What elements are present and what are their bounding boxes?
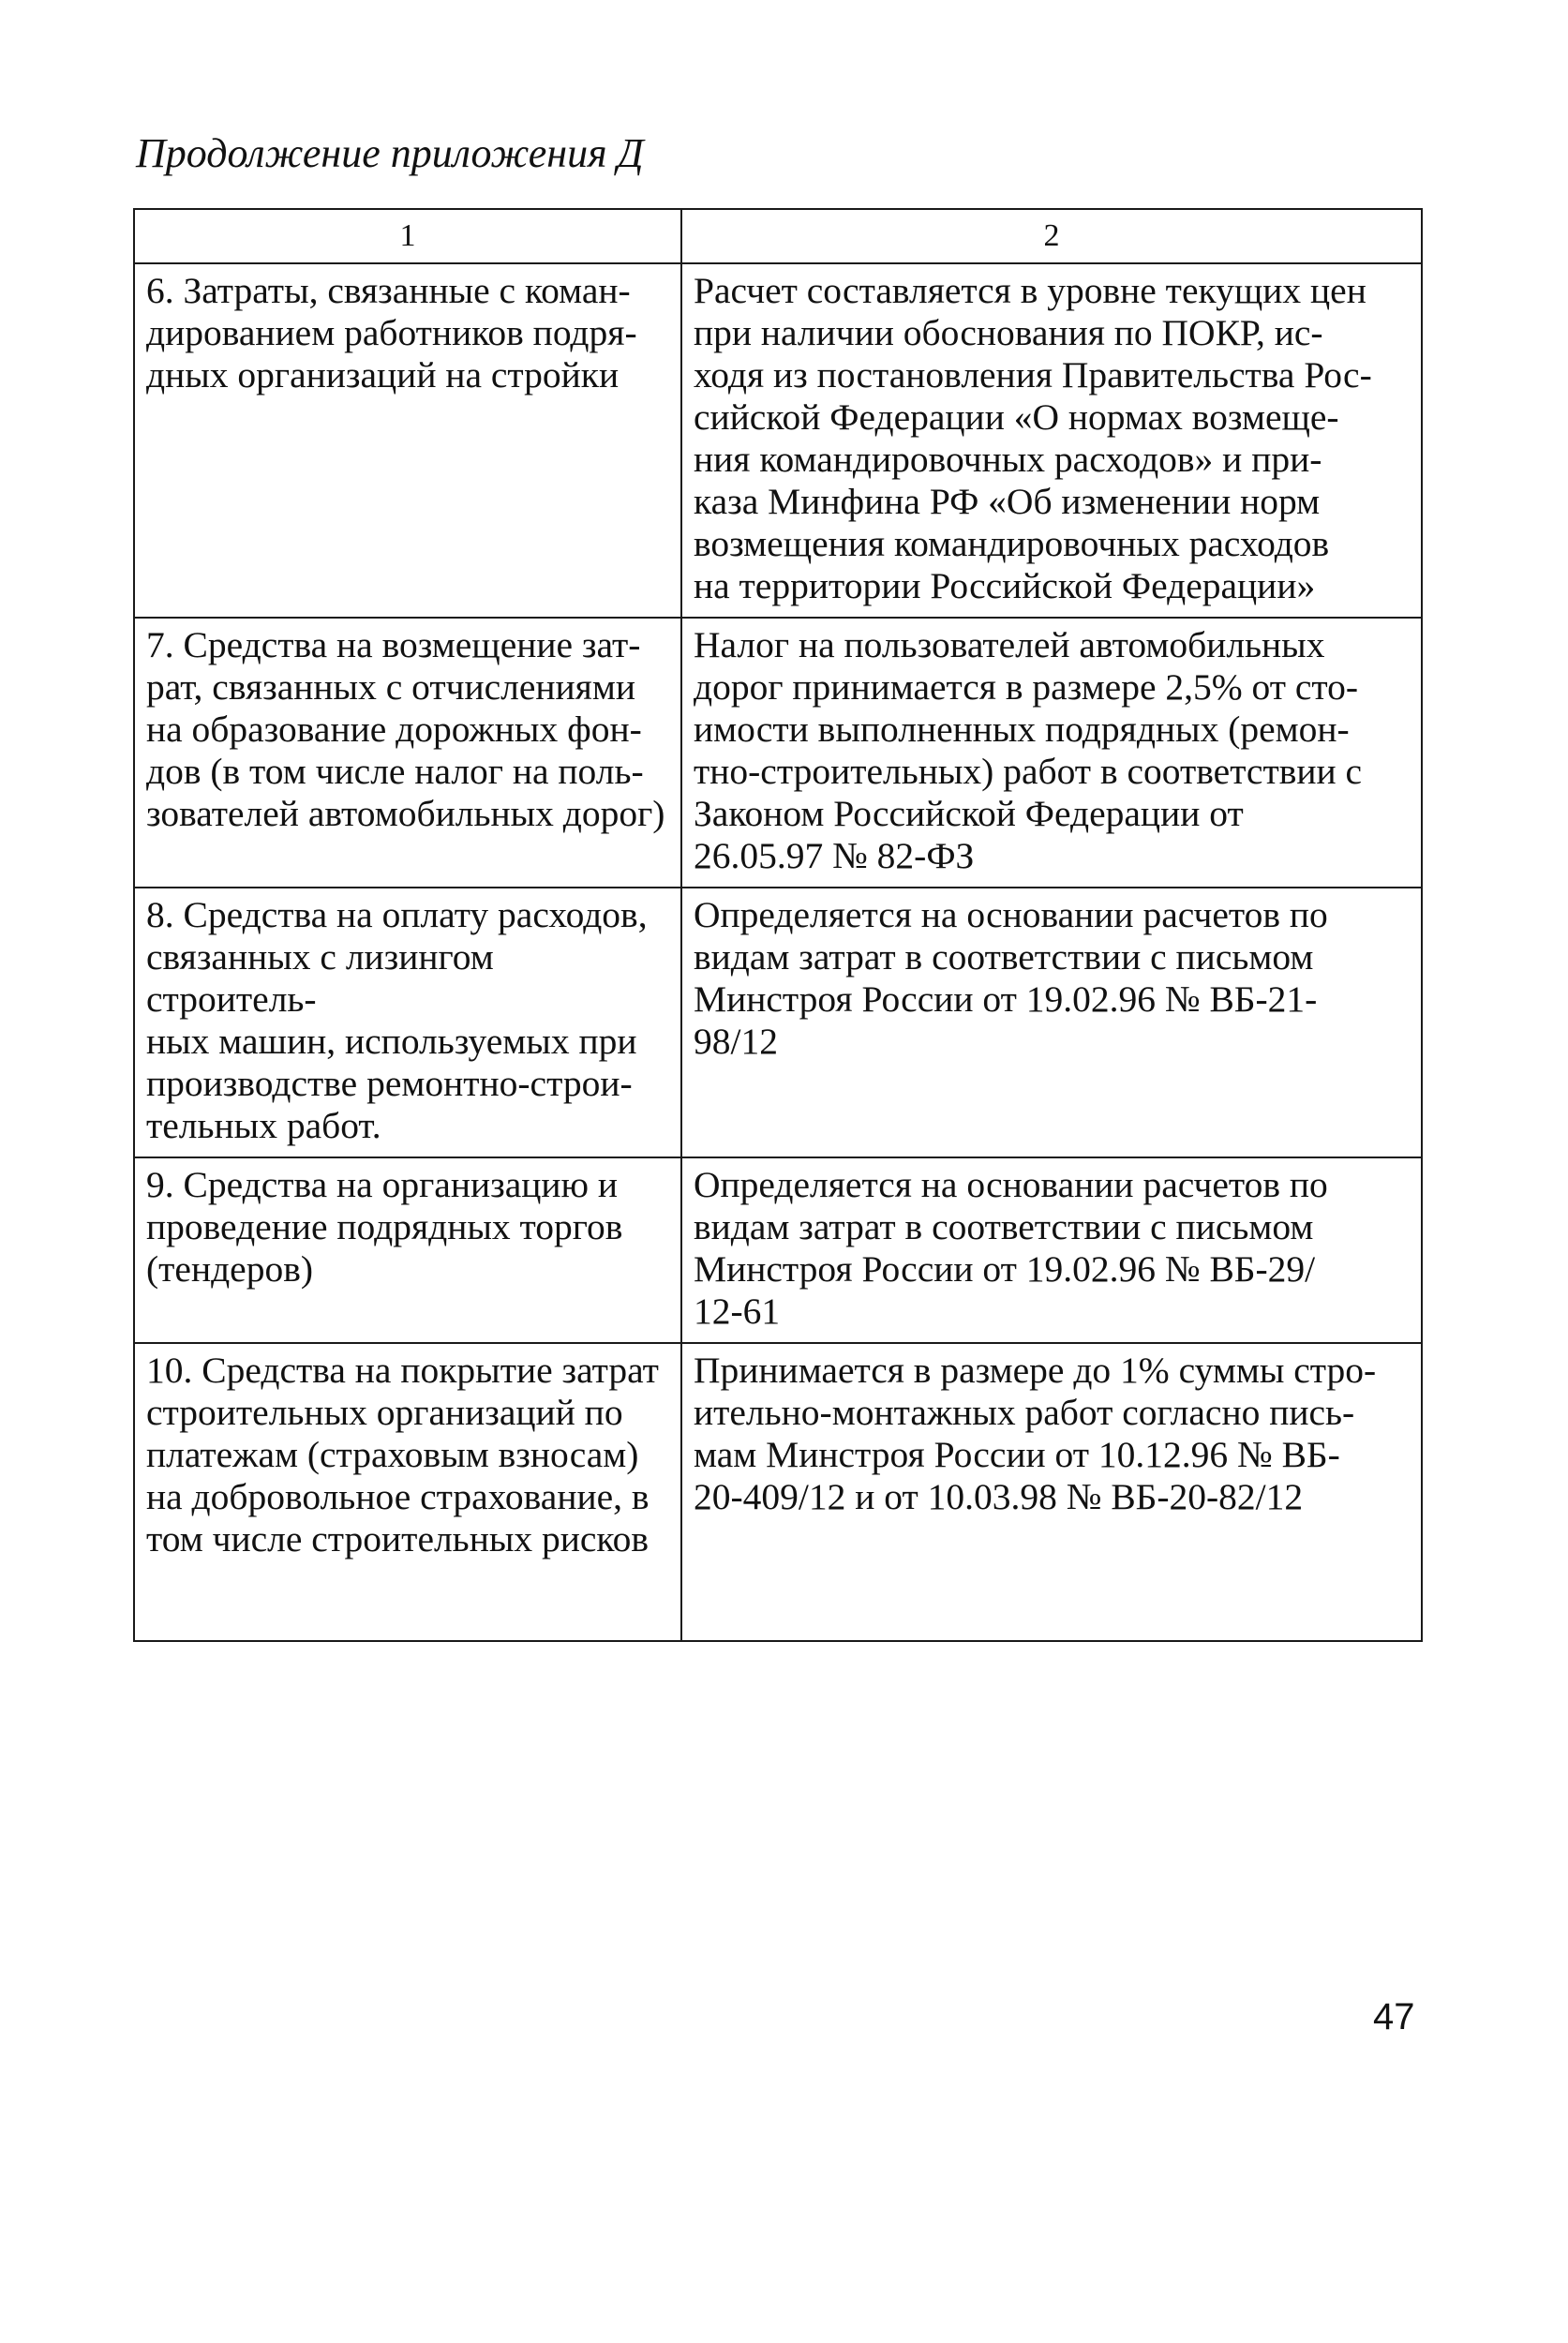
table-header-row (134, 209, 1422, 263)
column-header-1: 1 (134, 209, 681, 263)
table-cell-description (681, 263, 1422, 618)
item-text: 6. Затраты, связанные с коман- дированием работников подря- дных организаций на стройки (146, 270, 637, 395)
table-cell-item (134, 1157, 681, 1343)
table-row (134, 888, 1422, 1157)
table-cell-item (134, 888, 681, 1157)
item-text: 10. Средства на покрытие затрат строительных организаций по платежам (страховым взносам) на добровольное страхование, в том числе строительных рисков (146, 1350, 659, 1560)
description-text: Налог на пользователей автомобильных дорог принимается в размере 2,5% от сто- имости выполненных подрядных (ремон- тно-строительных) работ в соответствии с Законом Российской Федерации от 26.05.97 № 82-ФЗ (694, 624, 1363, 876)
table-cell-item (134, 1343, 681, 1641)
table-row (134, 263, 1422, 618)
table-cell-description (681, 888, 1422, 1157)
description-text: Расчет составляется в уровне текущих цен при наличии обоснования по ПОКР, ис- ходя из постановления Правительства Рос- сийской Федерации «О нормах возмеще- ния командировочных расходов» и при- каза Минфина РФ «Об изменении норм возмещения командировочных расходов на территории Российской Федерации» (694, 270, 1372, 606)
table-row (134, 618, 1422, 888)
table-row (134, 1157, 1422, 1343)
table-cell-description (681, 1343, 1422, 1641)
column-header-2: 2 (681, 209, 1422, 263)
item-text: 9. Средства на организацию и проведение подрядных торгов (тендеров) (146, 1164, 623, 1290)
page-caption: Продолжение приложения Д (136, 130, 644, 176)
description-text: Определяется на основании расчетов по видам затрат в соответствии с письмом Минстроя России от 19.02.96 № ВБ-21- 98/12 (694, 894, 1328, 1062)
description-text: Определяется на основании расчетов по видам затрат в соответствии с письмом Минстроя России от 19.02.96 № ВБ-29/ 12-61 (694, 1164, 1328, 1332)
table-row (134, 1343, 1422, 1641)
expenses-table (133, 208, 1423, 1642)
description-text: Принимается в размере до 1% суммы стро- ительно-монтажных работ согласно пись- мам Минстроя России от 10.12.96 № ВБ- 20-409/12 и от 10.03.98 № ВБ-20-82/12 (694, 1350, 1377, 1517)
table-cell-description (681, 1157, 1422, 1343)
table-cell-item (134, 263, 681, 618)
page-number: 47 (1373, 1996, 1415, 2037)
item-text: 7. Средства на возмещение зат- рат, связанных с отчислениями на образование дорожных фон- дов (в том числе налог на поль- зователей автомобильных дорог) (146, 624, 665, 834)
item-text: 8. Средства на оплату расходов, связанных с лизингом строитель- ных машин, используемых при производстве ремонтно-строи- тельных работ. (146, 894, 648, 1146)
table-cell-item (134, 618, 681, 888)
table-cell-description (681, 618, 1422, 888)
